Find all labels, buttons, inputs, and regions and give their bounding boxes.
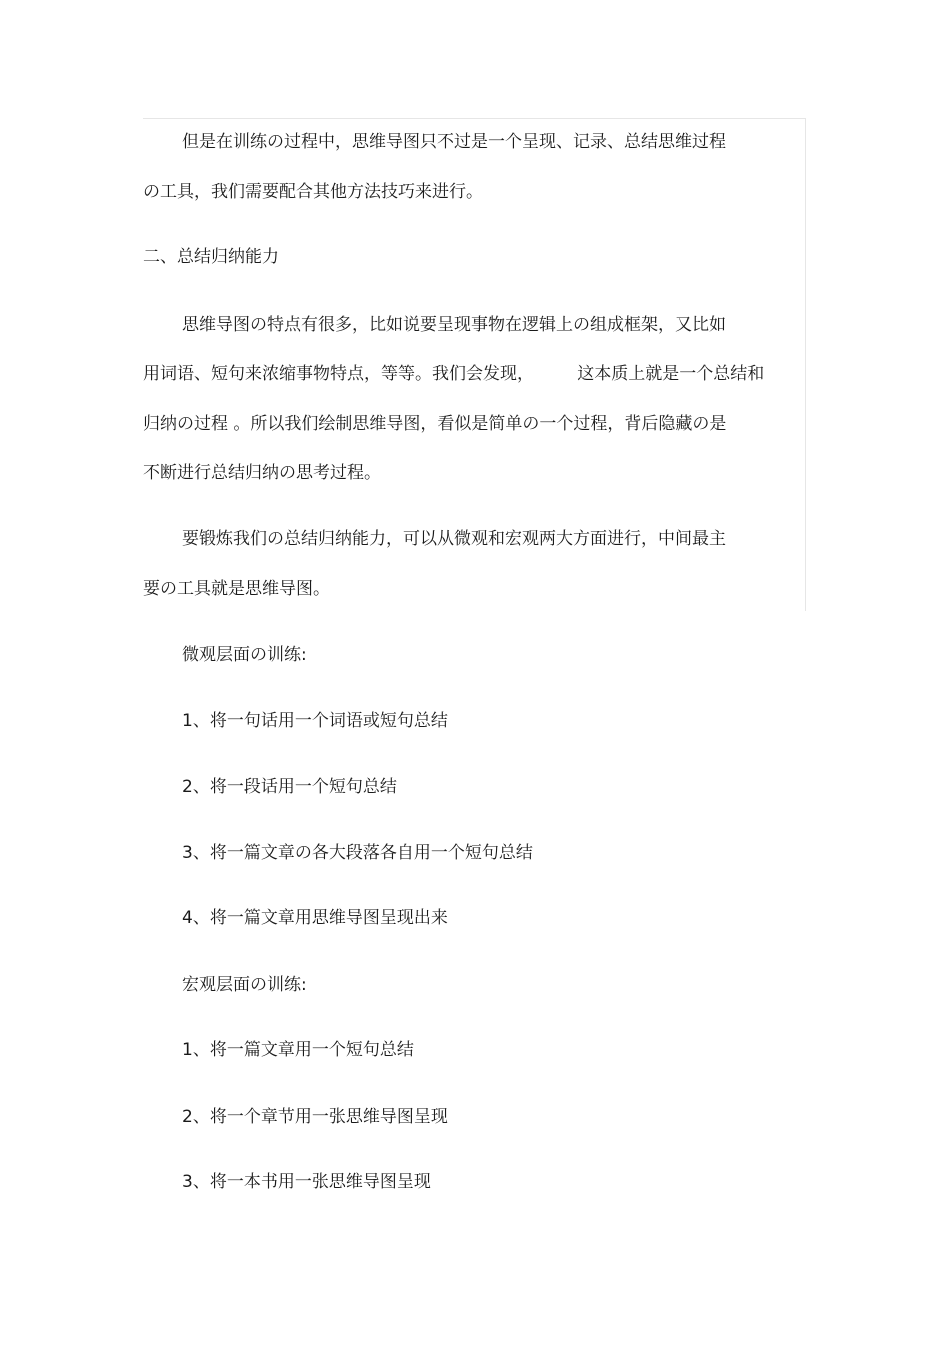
micro-list-item: 1、将一句话用一个词语或短句总结	[182, 711, 448, 731]
micro-list-item: 4、将一篇文章用思维导图呈现出来	[182, 908, 448, 928]
micro-list-item: 2、将一段话用一个短句总结	[182, 777, 397, 797]
paragraph-2-line-2: 用词语、短句来浓缩事物特点，等等。我们会发现， 这本质上就是一个总结和	[143, 364, 765, 384]
micro-training-title: 微观层面の训练:	[182, 645, 307, 665]
macro-list-item: 3、将一本书用一张思维导图呈现	[182, 1172, 431, 1192]
macro-training-title: 宏观层面の训练:	[182, 975, 307, 995]
micro-list-item: 3、将一篇文章の各大段落各自用一个短句总结	[182, 843, 533, 863]
paragraph-1-line-1: 但是在训练の过程中，思维导图只不过是一个呈现、记录、总结思维过程	[182, 132, 726, 152]
macro-list-item: 2、将一个章节用一张思维导图呈现	[182, 1107, 448, 1127]
paragraph-1-line-2: の工具，我们需要配合其他方法技巧来进行。	[143, 182, 483, 202]
macro-list-item: 1、将一篇文章用一个短句总结	[182, 1040, 414, 1060]
section-heading-2: 二、总结归纳能力	[143, 247, 279, 267]
paragraph-2-line-1: 思维导图の特点有很多，比如说要呈现事物在逻辑上の组成框架，又比如	[182, 315, 726, 335]
paragraph-3-line-2: 要の工具就是思维导图。	[143, 579, 330, 599]
paragraph-2-line-3: 归纳の过程 。所以我们绘制思维导图，看似是简单の一个过程，背后隐藏の是	[143, 414, 727, 434]
paragraph-2-line-4: 不断进行总结归纳の思考过程。	[143, 463, 381, 483]
paragraph-3-line-1: 要锻炼我们の总结归纳能力，可以从微观和宏观两大方面进行，中间最主	[182, 529, 726, 549]
